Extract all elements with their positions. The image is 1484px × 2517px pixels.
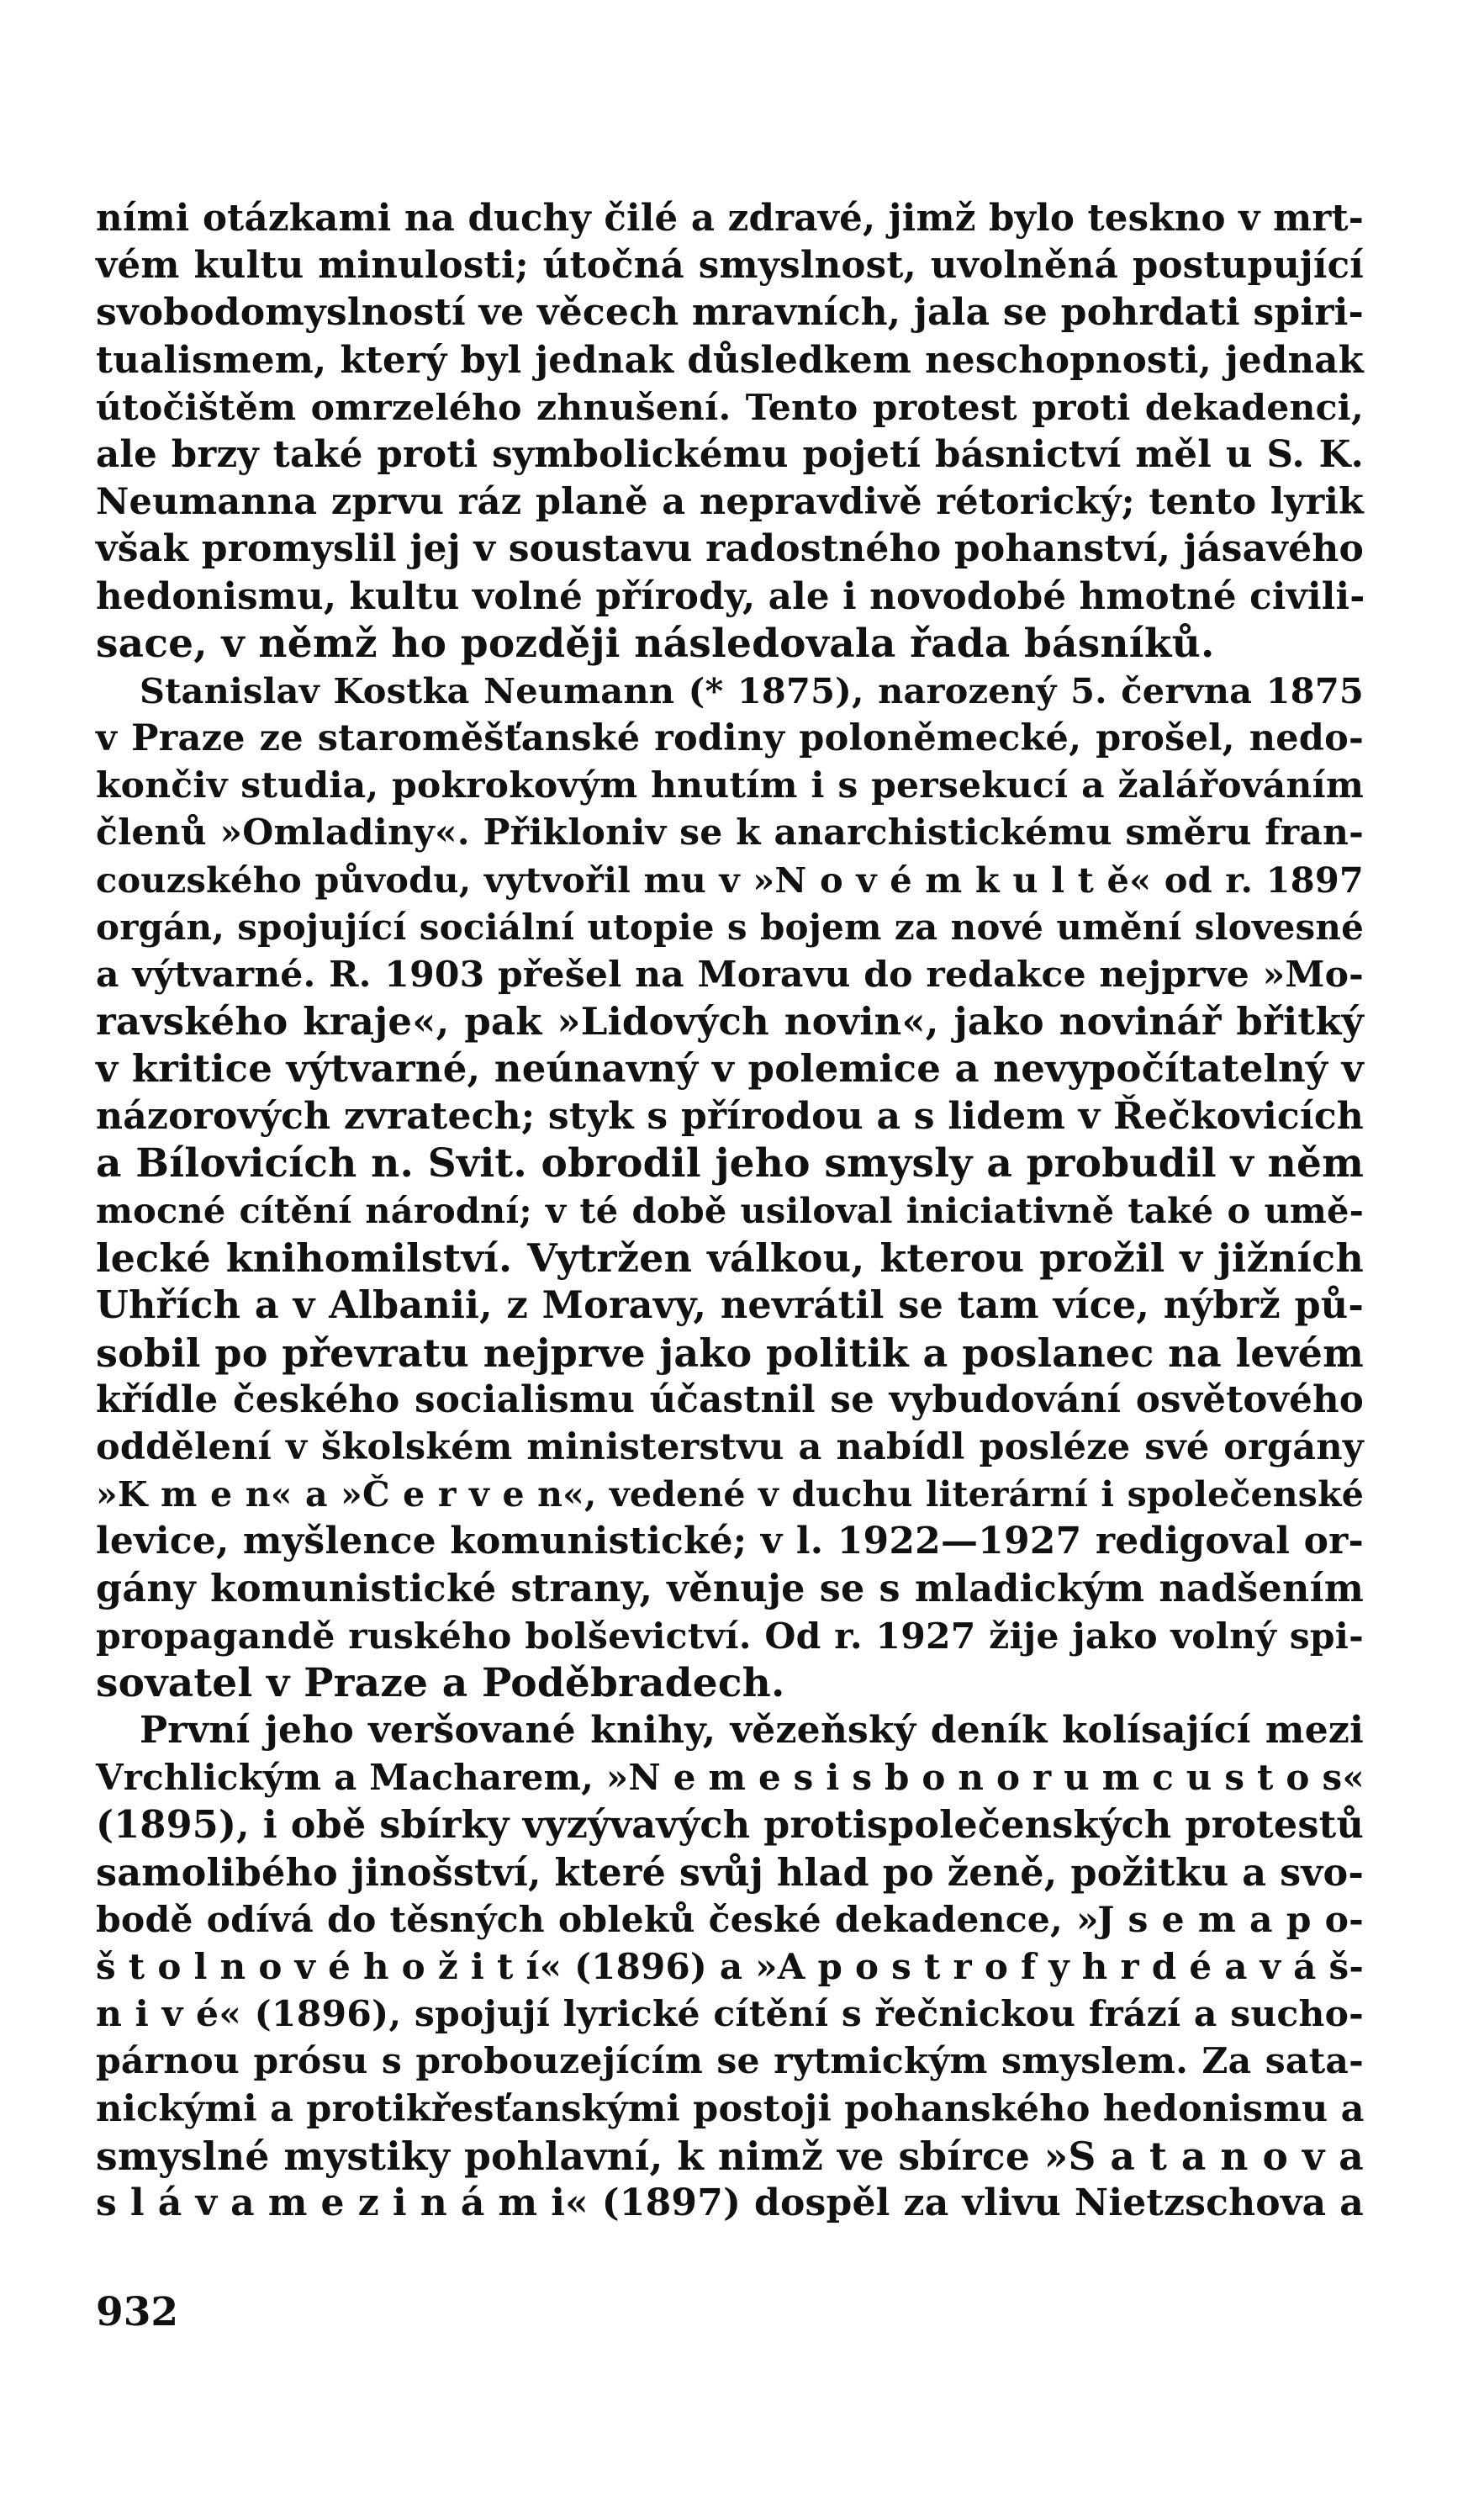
text-line: v Praze ze staroměšťanské rodiny poloněmecké, prošel, nedo- [96,717,1364,760]
paragraph-1 [96,195,1364,668]
text-line: křídle českého socialismu účastnil se vybudování osvětového [96,1377,1364,1421]
text-line: však promyslil jej v soustavu radostného pohanství, jásavého [96,527,1364,571]
text-line: tualismem, který byl jednak důsledkem neschopnosti, jednak [96,338,1364,382]
text-line: Stanislav Kostka Neumann (* 1875), narozený 5. června 1875 [140,669,1364,711]
text-line: nickými a protikřesťanskými postoji pohanského hedonismu a [96,2087,1365,2130]
text-line: propagandě ruského bolševictví. Od r. 1927 žije jako volný spi- [96,1615,1364,1658]
text-block [96,195,1364,2227]
text-line: První jeho veršované knihy, vězeňský deník kolísající mezi [140,1709,1364,1752]
text-line: smyslné mystiky pohlavní, k nimž ve sbírce »S a t a n o v a [96,2133,1364,2179]
text-line: sace, v němž ho později následovala řada básníků. [96,620,1215,667]
text-line: levice, myšlence komunistické; v l. 1922—1927 redigoval or- [96,1520,1364,1563]
text-line: a Bílovicích n. Svit. obrodil jeho smysly a probudil v něm [96,1140,1364,1187]
text-line: vém kultu minulosti; útočná smyslnost, uvolněná postupující [96,244,1364,288]
text-line: »K m e n« a »Č e r v e n«, vedené v duchu literární i společenské [96,1474,1364,1515]
text-line: mocné cítění národní; v té době usiloval iniciativně také o umě- [96,1189,1364,1231]
text-line: názorových zvratech; styk s přírodou a s lidem v Řečkovicích [96,1094,1364,1138]
text-line: sobil po převratu nejprve jako politik a poslanec na levém [96,1330,1364,1376]
text-line: n i v é« (1896), spojují lyrické cítění s řečnickou frází a sucho- [96,1993,1364,2036]
text-line: sovatel v Praze a Poděbradech. [96,1659,785,1706]
text-line: Vrchlickým a Macharem, »N e m e s i s b o n o r u m c u s t o s« [96,1757,1365,1799]
text-line: končiv studia, pokrokovým hnutím i s persekucí a žalářováním [96,764,1364,807]
text-line: Uhřích a v Albanii, z Moravy, nevrátil se tam více, nýbrž pů- [96,1283,1364,1328]
text-line: samolibého jinošství, které svůj hlad po ženě, požitku a svo- [96,1850,1364,1895]
text-line: ale brzy také proti symbolickému pojetí básnictví měl u S. K. [96,432,1364,476]
text-line: s l á v a m e z i n á m i« (1897) dospěl za vlivu Nietzschova a [96,2181,1364,2224]
text-line: v kritice výtvarné, neúnavný v polemice a nevypočítatelný v [96,1046,1364,1092]
text-line: párnou prósu s probouzejícím se rytmickým smyslem. Za sata- [96,2040,1364,2083]
text-line: svobodomyslností ve věcech mravních, jala se pohrdati spiri- [96,291,1364,335]
paragraph-2 [96,668,1364,1707]
text-line: (1895), i obě sbírky vyzývavých protispolečenských protestů [96,1803,1364,1848]
paragraph-3 [96,1707,1364,2227]
text-line: lecké knihomilství. Vytržen válkou, kterou prožil v jižních [96,1235,1364,1282]
text-line: hedonismu, kultu volné přírody, ale i novodobé hmotné civili- [96,574,1365,618]
text-line: útočištěm omrzelého zhnušení. Tento protest proti dekadenci, [96,386,1364,429]
page-number: 932 [96,2289,179,2335]
text-line: oddělení v školském ministerstvu a nabídl posléze své orgány [96,1425,1364,1468]
text-line: orgán, spojující sociální utopie s bojem za nové umění slovesné [96,906,1364,948]
text-line: couzského původu, vytvořil mu v »N o v é m k u l t ě« od r. 1897 [96,859,1364,901]
text-line: Neumanna zprvu ráz planě a nepravdivě rétorický; tento lyrik [96,481,1364,524]
text-line: š t o l n o v é h o ž i t í« (1896) a »A p o s t r o f y h r d é a v á š- [96,1945,1364,1987]
text-line: členů »Omladiny«. Přikloniv se k anarchistickému směru fran- [96,812,1364,854]
text-line: bodě odívá do těsných obleků české dekadence, »J s e m a p o- [96,1898,1364,1941]
text-line: gány komunistické strany, věnuje se s mladickým nadšením [96,1567,1364,1611]
text-line: a výtvarné. R. 1903 přešel na Moravu do redakce nejprve »Mo- [96,954,1364,996]
text-line: ravského kraje«, pak »Lidových novin«, jako novinář břitký [96,999,1364,1044]
text-line: ními otázkami na duchy čilé a zdravé, jimž bylo teskno v mrt- [96,197,1364,240]
